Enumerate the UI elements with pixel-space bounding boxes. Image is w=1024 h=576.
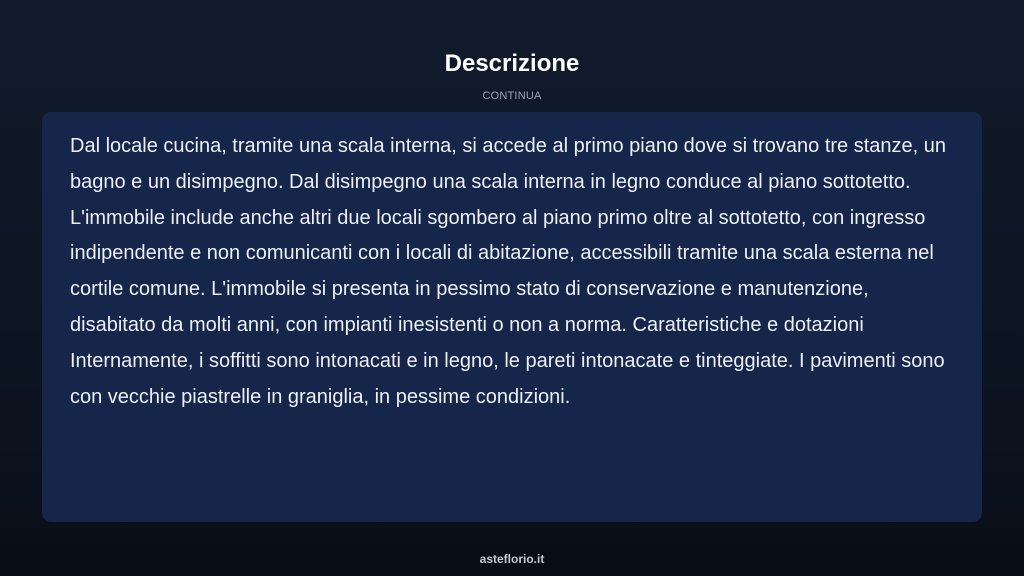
description-text: Dal locale cucina, tramite una scala interna, si accede al primo piano dove si trovano tre stanze, un bagno e un disimpegno. Dal disimpegno una scala interna in legno conduce al piano sottotetto. L'immobile include anche altri due locali sgombero al piano primo oltre al sottotetto, con ingresso indipendente e non comunicanti con i locali di abitazione, accessibili tramite una scala esterna nel cortile comune. L'immobile si presenta in pessimo stato di conservazione e manutenzione, disabitato da molti anni, con impianti inesistenti o non a norma. Caratteristiche e dotazioni Internamente, i soffitti sono intonacati e in legno, le pareti intonacate e tinteggiate. I pavimenti sono con vecchie piastrelle in graniglia, in pessime condizioni. bbox=[70, 135, 947, 408]
description-card bbox=[42, 112, 982, 522]
continue-link[interactable]: CONTINUA bbox=[482, 90, 542, 102]
site-name: asteflorio.it bbox=[479, 552, 545, 566]
footer-bar bbox=[0, 544, 1024, 576]
page-title: Descrizione bbox=[444, 50, 580, 77]
